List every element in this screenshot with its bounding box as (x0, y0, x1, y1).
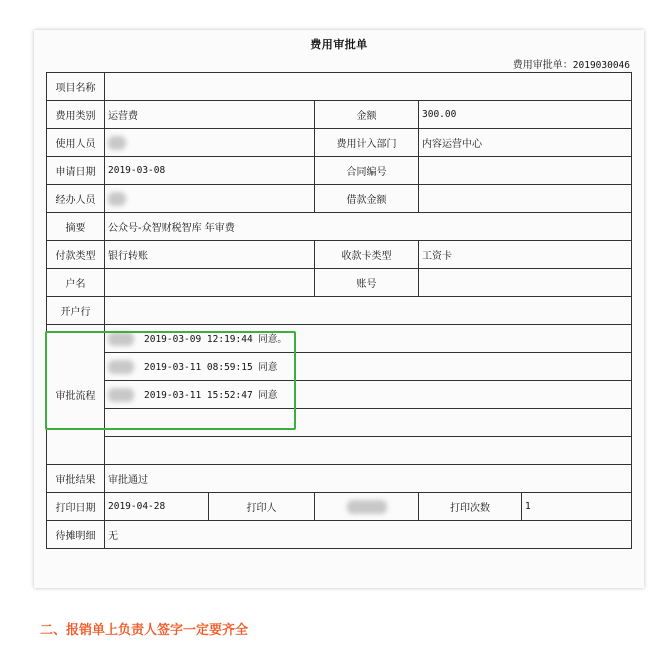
approval-row (47, 353, 632, 381)
approval-row (47, 381, 632, 409)
value-account-name (105, 269, 315, 297)
approval-entry-empty (105, 409, 632, 437)
value-printer (315, 493, 419, 521)
label-card-type: 收款卡类型 (315, 241, 419, 269)
row-payment-type (47, 241, 632, 269)
value-department: 内容运营中心 (419, 129, 632, 157)
redacted-handler (108, 192, 126, 206)
label-printer: 打印人 (209, 493, 315, 521)
form-number-value: 2019030046 (572, 60, 630, 71)
expense-approval-form (34, 30, 644, 588)
row-print (47, 493, 632, 521)
approval-time-1: 2019-03-09 12:19:44 (144, 333, 253, 345)
value-user (105, 129, 315, 157)
form-number (513, 56, 630, 71)
row-approval-result (47, 465, 632, 493)
form-number-label: 费用审批单： (512, 60, 573, 71)
label-expense-type: 费用类别 (47, 101, 105, 129)
label-approval-flow: 审批流程 (47, 325, 105, 465)
row-bank (47, 297, 632, 325)
label-payment-type: 付款类型 (47, 241, 105, 269)
label-print-date: 打印日期 (47, 493, 105, 521)
value-summary: 公众号-众智财税智库 年审费 (105, 213, 632, 241)
label-amortize: 待摊明细 (47, 521, 105, 549)
row-summary (47, 213, 632, 241)
approval-row-empty (47, 437, 632, 465)
redacted-approver-2 (108, 360, 134, 374)
value-amount: 300.00 (419, 101, 632, 129)
value-contract-no (419, 157, 632, 185)
redacted-approver-3 (108, 388, 134, 402)
approval-entry-1 (105, 325, 632, 353)
value-print-count: 1 (522, 493, 632, 521)
approval-row-empty (47, 409, 632, 437)
value-handler (105, 185, 315, 213)
form-table (46, 72, 632, 549)
row-account-name (47, 269, 632, 297)
value-approval-result: 审批通过 (105, 465, 632, 493)
value-account-no (419, 269, 632, 297)
approval-status-2: 同意 (258, 361, 278, 373)
label-print-count: 打印次数 (419, 493, 522, 521)
label-account-name: 户名 (47, 269, 105, 297)
form-title: 费用审批单 (310, 38, 368, 51)
label-handler: 经办人员 (47, 185, 105, 213)
row-amortize (47, 521, 632, 549)
row-apply-date (47, 157, 632, 185)
row-expense-type (47, 101, 632, 129)
redacted-approver-1 (108, 332, 134, 346)
label-loan-amount: 借款金额 (315, 185, 419, 213)
row-project-name (47, 73, 632, 101)
section-caption: 二、报销单上负责人签字一定要齐全 (40, 623, 249, 638)
label-approval-result: 审批结果 (47, 465, 105, 493)
value-expense-type: 运营费 (105, 101, 315, 129)
value-bank (105, 297, 632, 325)
value-payment-type: 银行转账 (105, 241, 315, 269)
redacted-printer (347, 500, 387, 514)
value-amortize: 无 (105, 521, 632, 549)
value-card-type: 工资卡 (419, 241, 632, 269)
value-print-date: 2019-04-28 (105, 493, 209, 521)
approval-entry-empty (105, 437, 632, 465)
approval-time-2: 2019-03-11 08:59:15 (144, 361, 253, 373)
label-apply-date: 申请日期 (47, 157, 105, 185)
approval-status-3: 同意 (258, 389, 278, 401)
value-loan-amount (419, 185, 632, 213)
approval-row (47, 325, 632, 353)
label-account-no: 账号 (315, 269, 419, 297)
approval-time-3: 2019-03-11 15:52:47 (144, 389, 253, 401)
redacted-user (108, 136, 126, 150)
row-handler (47, 185, 632, 213)
value-project-name (105, 73, 632, 101)
label-amount: 金额 (315, 101, 419, 129)
label-contract-no: 合同编号 (315, 157, 419, 185)
approval-status-1: 同意。 (258, 333, 287, 345)
approval-entry-3 (105, 381, 632, 409)
row-user (47, 129, 632, 157)
value-apply-date: 2019-03-08 (105, 157, 315, 185)
label-department: 费用计入部门 (315, 129, 419, 157)
label-summary: 摘要 (47, 213, 105, 241)
approval-entry-2 (105, 353, 632, 381)
label-bank: 开户行 (47, 297, 105, 325)
label-project-name: 项目名称 (47, 73, 105, 101)
label-user: 使用人员 (47, 129, 105, 157)
